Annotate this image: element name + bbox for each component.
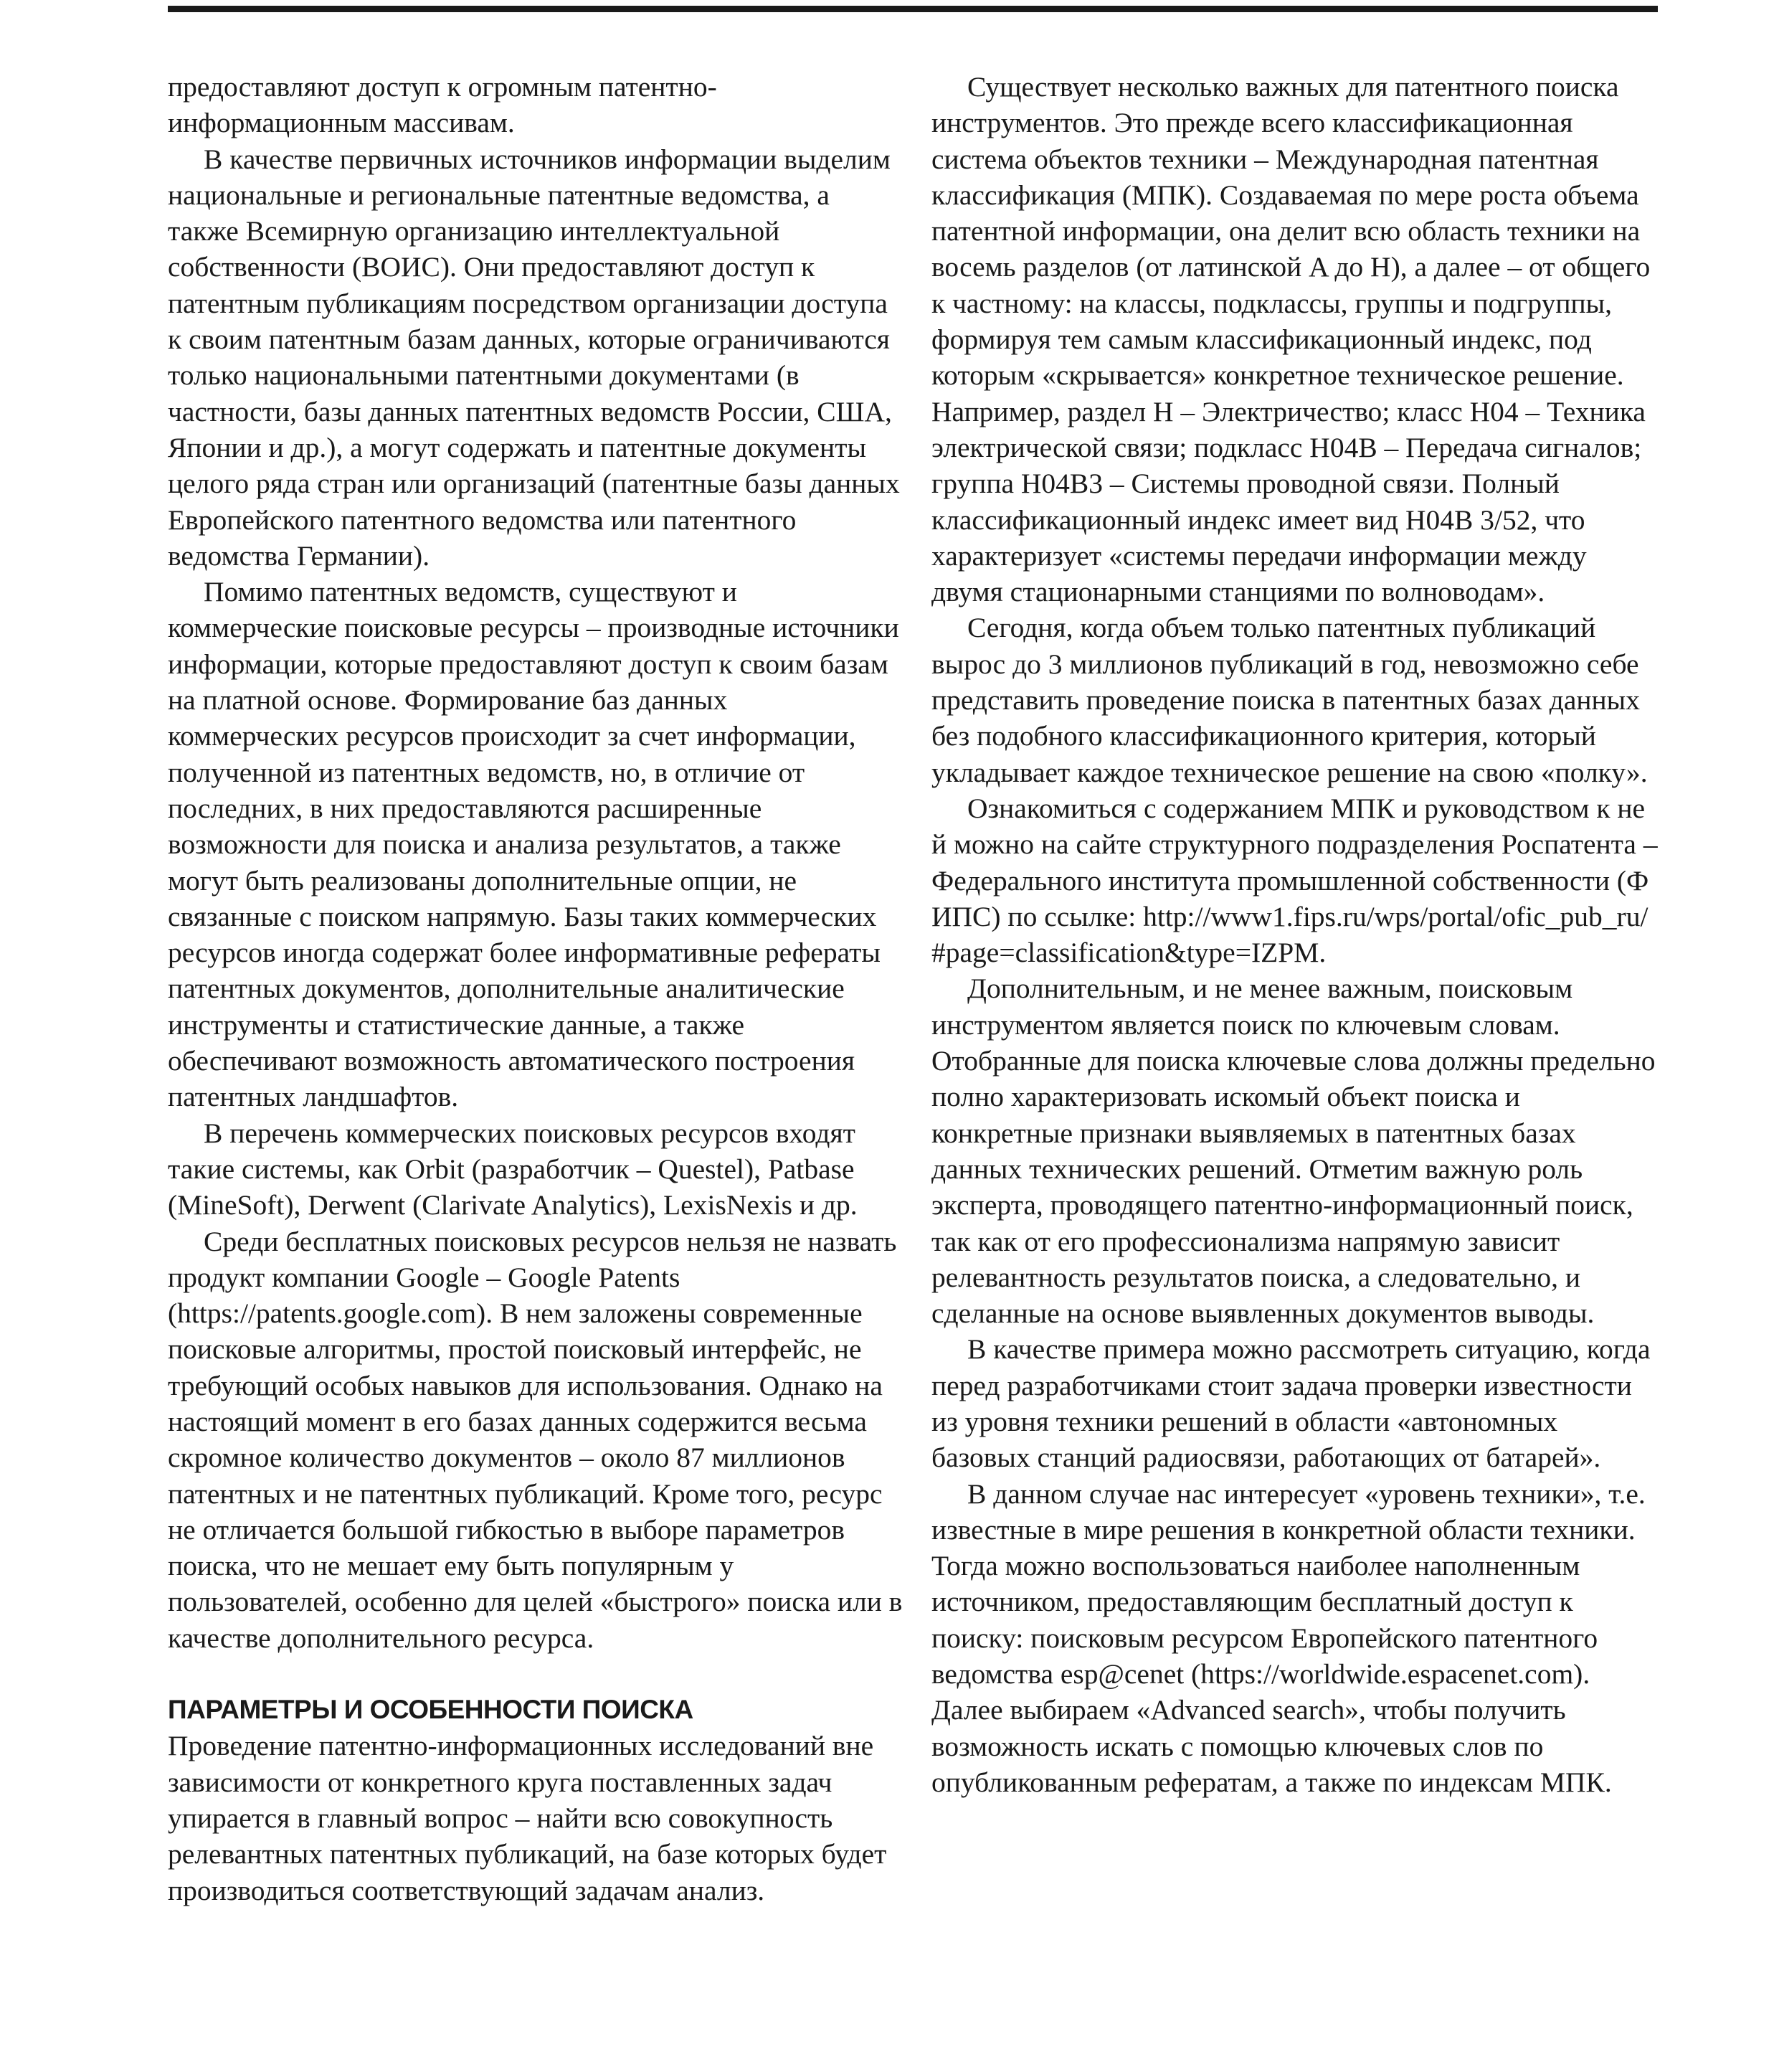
paragraph: Ознакомиться с содержанием МПК и руководством к ней можно на сайте структурного подразделения Роспатента – Федерального института промышленной собственности (ФИПС) по ссылке: http://www1.fips.ru/wps/portal/ofic_pub_ru/#page=classification&type=IZPM.: [931, 792, 1658, 969]
paragraph: Дополнительным, и не менее важным, поисковым инструментом является поиск по ключевым словам. Отобранные для поиска ключевые слова должны предельно полно характеризовать искомый объект поиска и конкретные признаки выявляемых в патентных базах данных технических решений. Отметим важную роль эксперта, проводящего патентно-информационный поиск, так как от его профессионализма напрямую зависит релевантность результатов поиска, а следовательно, и сделанные на основе выявленных документов выводы.: [931, 973, 1656, 1330]
paragraph: В качестве первичных источников информации выделим национальные и региональные патентные ведомства, а также Всемирную организацию интеллектуальной собственности (ВОИС). Они предоставляют доступ к патентным публикациям посредством организации доступа к своим патентным базам данных, которые ограничиваются только национальными патентными документами (в частности, базы данных патентных ведомств России, США, Японии и др.), а могут содержать и патентные документы целого ряда стран или организаций (патентные базы данных Европейского патентного ведомства или патентного ведомства Германии).: [168, 143, 900, 572]
paragraph: Проведение патентно-информационных исследований вне зависимости от конкретного круга поставленных задач упирается в главный вопрос – найти всю совокупность релевантных патентных публикаций, на базе которых будет производиться соответствующий задачам анализ.: [168, 1730, 887, 1906]
right-column: [931, 69, 1658, 1800]
paragraph: Среди бесплатных поисковых ресурсов нельзя не назвать продукт компании Google – Google Patents (https://patents.google.com). В нем заложены современные поисковые алгоритмы, простой поисковый интерфейс, не требующий особых навыков для использования. Однако на настоящий момент в его базах данных содержится весьма скромное количество документов – около 87 миллионов патентных и не патентных публикаций. Кроме того, ресурс не отличается большой гибкостью в выборе параметров поиска, что не мешает ему быть популярным у пользователей, особенно для целей «быстрого» поиска или в качестве дополнительного ресурса.: [168, 1225, 903, 1654]
paragraph: предоставляют доступ к огромным патентно-информационным массивам.: [168, 71, 717, 139]
paragraph: В перечень коммерческих поисковых ресурсов входят такие системы, как Orbit (разработчик – Questel), Patbase (MineSoft), Derwent (Clarivate Analytics), LexisNexis и др.: [168, 1117, 858, 1221]
paragraph: В качестве примера можно рассмотреть ситуацию, когда перед разработчиками стоит задача проверки известности из уровня техники решений в области «автономных базовых станций радиосвязи, работающих от батарей».: [931, 1333, 1651, 1474]
paragraph: В данном случае нас интересует «уровень техники», т.е. известные в мире решения в конкретной области техники. Тогда можно воспользоваться наиболее наполненным источником, предоставляющим бесплатный доступ к поиску: поисковым ресурсом Европейского патентного ведомства esp@cenet (https://worldwide.espacenet.com). Далее выбираем «Advanced search», чтобы получить возможность искать с помощью ключевых слов по опубликованным рефератам, а также по индексам МПК.: [931, 1477, 1646, 1798]
paragraph: Существует несколько важных для патентного поиска инструментов. Это прежде всего классификационная система объектов техники – Международная патентная классификация (МПК). Создаваемая по мере роста объема патентной информации, она делит всю область техники на восемь разделов (от латинской A до H), а далее – от общего к частному: на классы, подклассы, группы и подгруппы, формируя тем самым классификационный индекс, под которым «скрывается» конкретное техническое решение. Например, раздел H – Электричество; класс H04 – Техника электрической связи; подкласс H04B – Передача сигналов; группа H04B3 – Системы проводной связи. Полный классификационный индекс имеет вид H04B 3/52, что характеризует «системы передачи информации между двумя стационарными станциями по волноводам».: [931, 71, 1651, 608]
paragraph: Помимо патентных ведомств, существуют и коммерческие поисковые ресурсы – производные источники информации, которые предоставляют доступ к своим базам на платной основе. Формирование баз данных коммерческих ресурсов происходит за счет информации, полученной из патентных ведомств, но, в отличие от последних, в них предоставляются расширенные возможности для поиска и анализа результатов, а также могут быть реализованы дополнительные опции, не связанные с поиском напрямую. Базы таких коммерческих ресурсов иногда содержат более информативные рефераты патентных документов, дополнительные аналитические инструменты и статистические данные, а также обеспечивают возможность автоматического построения патентных ландшафтов.: [168, 576, 899, 1113]
top-rule: [168, 6, 1658, 12]
paragraph: Сегодня, когда объем только патентных публикаций вырос до 3 миллионов публикаций в год, невозможно себе представить проведение поиска в патентных базах данных без подобного классификационного критерия, который укладывает каждое техническое решение на свою «полку».: [931, 612, 1648, 788]
left-column: [168, 69, 903, 1908]
section-heading: ПАРАМЕТРЫ И ОСОБЕННОСТИ ПОИСКА: [168, 1695, 693, 1725]
